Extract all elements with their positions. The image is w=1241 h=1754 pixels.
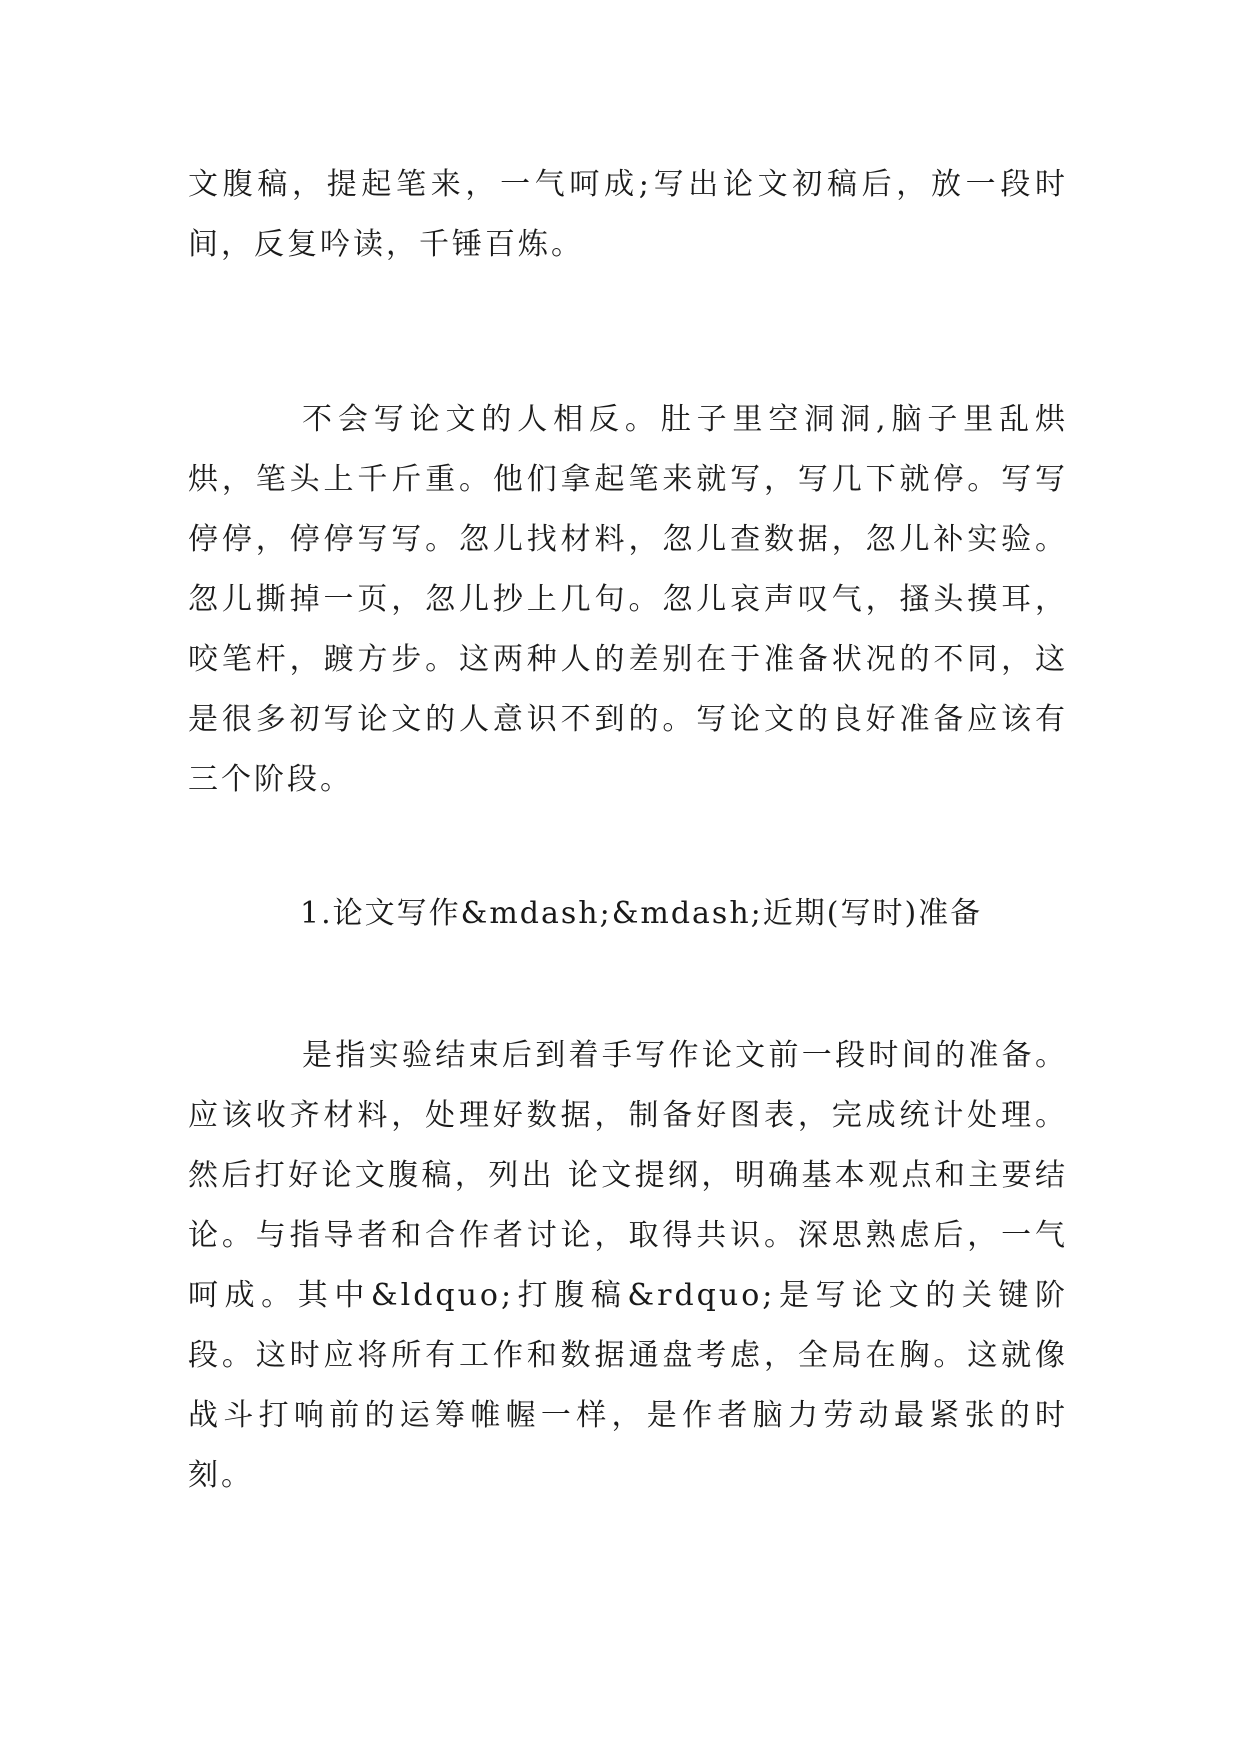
section-heading: 1.论文写作&mdash;&mdash;近期(写时)准备 — [300, 896, 983, 931]
paragraph-near-term-preparation: 是指实验结束后到着手写作论文前一段时间的准备。应该收齐材料，处理好数据，制备好图表，完成统计处理。然后打好论文腹稿，列出 论文提纲，明确基本观点和主要结论。与指导者和合作者讨论，取得共识。深思熟虑后，一气呵成。其中&ldquo;打腹稿&rdquo;是写论文的关键阶段。这时应将所有工作和数据通盘考虑，全局在胸。这就像战斗打响前的运筹帷幄一样，是作者脑力劳动最紧张的时刻。 — [188, 1038, 1068, 1493]
paragraph-writing-contrast: 不会写论文的人相反。肚子里空洞洞,脑子里乱烘烘，笔头上千斤重。他们拿起笔来就写，写几下就停。写写停停，停停写写。忽儿找材料，忽儿查数据，忽儿补实验。忽儿撕掉一页，忽儿抄上几句。忽儿哀声叹气，搔头摸耳，咬笔杆，踱方步。这两种人的差别在于准备状况的不同，这是很多初写论文的人意识不到的。写论文的良好准备应该有三个阶段。 — [188, 402, 1068, 797]
paragraph-continuation: 文腹稿，提起笔来，一气呵成;写出论文初稿后，放一段时间，反复吟读，千锤百炼。 — [188, 167, 1068, 262]
